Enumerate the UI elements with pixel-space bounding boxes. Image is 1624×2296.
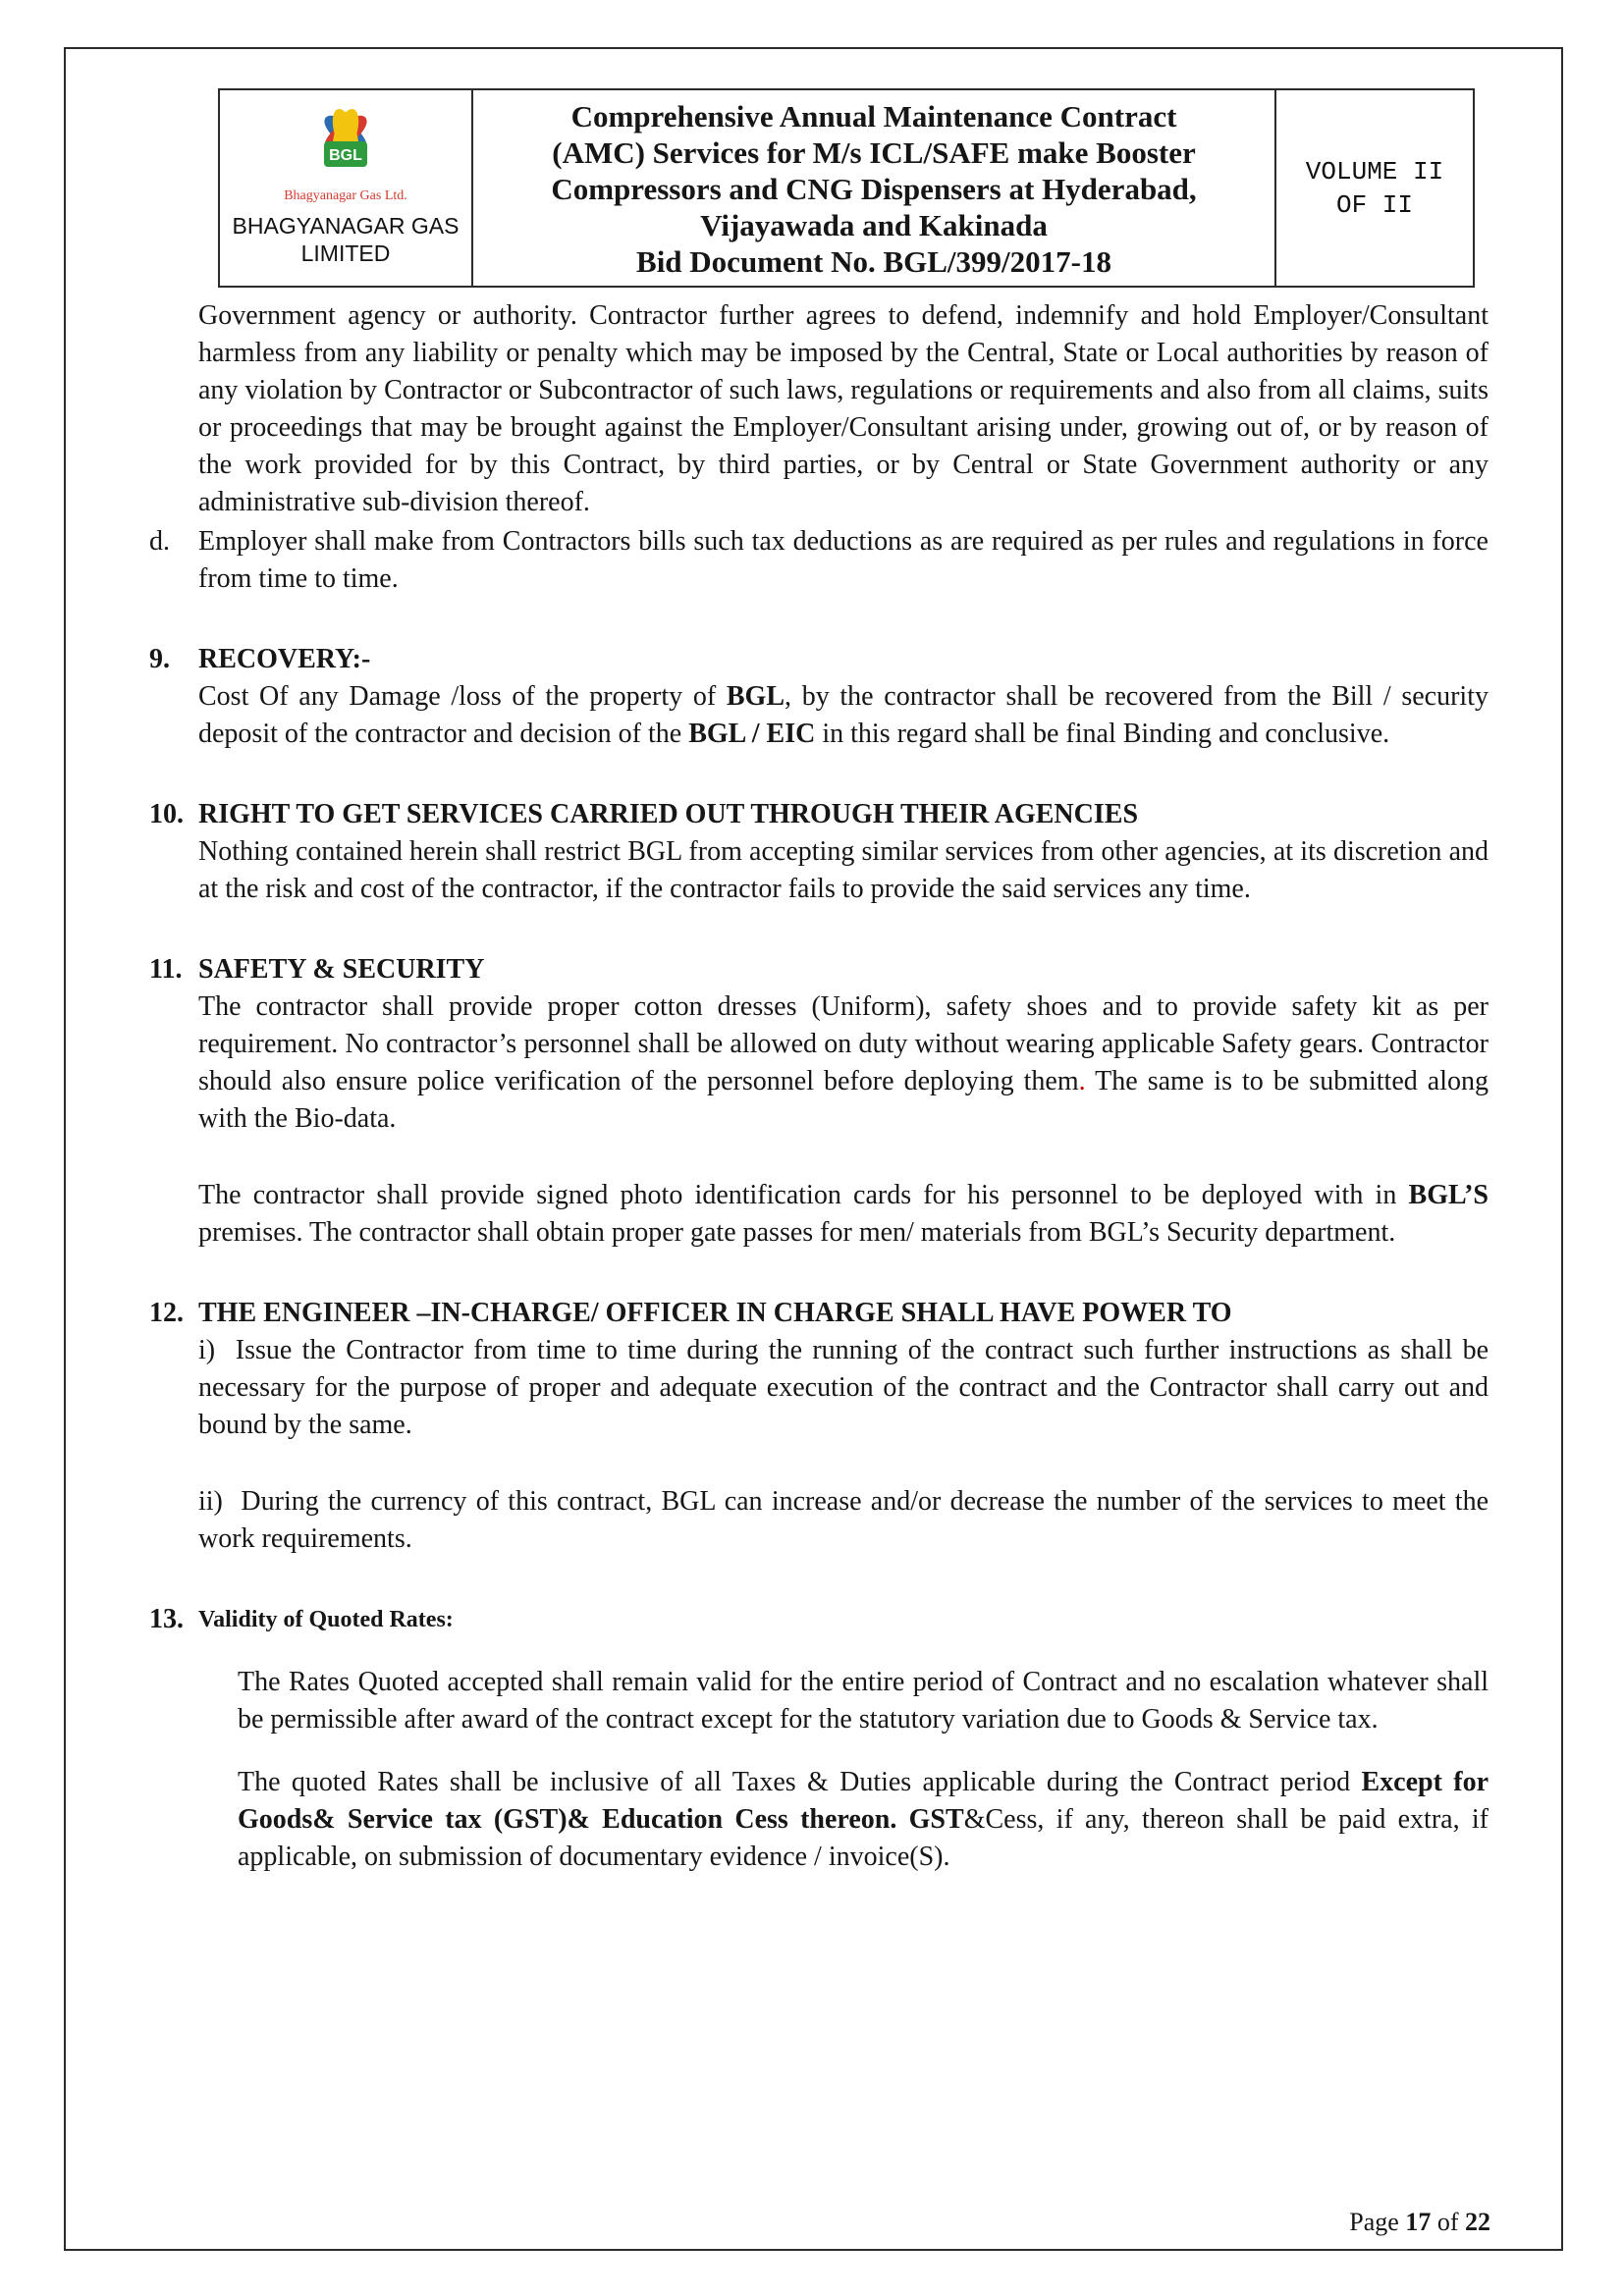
document-header (218, 88, 1475, 288)
document-title-line-3: Compressors and CNG Dispensers at Hyderabad, (551, 172, 1197, 206)
section-12-heading: THE ENGINEER –IN-CHARGE/ OFFICER IN CHARGE SHALL HAVE POWER TO (198, 1298, 1232, 1328)
logo-cell (220, 90, 473, 286)
title-cell (473, 90, 1276, 286)
bold-run: BGL (726, 681, 785, 712)
section-11-paragraph-2 (198, 1177, 1489, 1252)
list-item-d (149, 523, 1489, 598)
document-title-line-2: (AMC) Services for M/s ICL/SAFE make Booster (552, 135, 1196, 170)
section-13-paragraph-1: The Rates Quoted accepted shall remain valid for the entire period of Contract and no escalation whatever shall be permissible after award of the contract except for the statutory variation due to Goods & Service tax. (238, 1667, 1489, 1735)
bold-run: Except for Goods& Service tax (GST)& Education Cess thereon. GST (238, 1767, 1489, 1835)
section-11-safety-security (149, 951, 1489, 1252)
section-9-number: 9. (149, 644, 170, 674)
text-run: The contractor shall provide signed photo identification cards for his personnel to be deployed with in (198, 1180, 1409, 1210)
text-run: The same is to be submitted along with the Bio-data. (198, 1066, 1489, 1134)
footer-page-word: Page (1349, 2208, 1406, 2236)
section-10-number: 10. (149, 799, 184, 829)
logo-acronym: BGL (329, 147, 362, 164)
section-13-number: 13. (149, 1604, 184, 1634)
page-footer (1349, 2208, 1490, 2237)
section-12-engineer-in-charge (149, 1295, 1489, 1558)
footer-page-number: 17 (1405, 2208, 1432, 2236)
logo-subtitle: Bhagyanagar Gas Ltd. (284, 188, 407, 203)
volume-cell (1276, 90, 1473, 286)
section-13-validity-of-rates (149, 1601, 1489, 1876)
text-run: , by the contractor shall be recovered from the Bill / security deposit of the contractor and decision of the (198, 681, 1489, 749)
volume-line-2: OF II (1335, 189, 1413, 220)
document-title-line-1: Comprehensive Annual Maintenance Contract (570, 99, 1177, 133)
text-run: in this regard shall be final Binding and conclusive. (815, 719, 1390, 749)
section-10-right-to-services (149, 796, 1489, 908)
section-9-paragraph (198, 678, 1489, 753)
footer-of-word: of (1431, 2208, 1465, 2236)
bold-run: BGL’S (1408, 1180, 1489, 1210)
section-10-heading: RIGHT TO GET SERVICES CARRIED OUT THROUGH THEIR AGENCIES (198, 799, 1139, 829)
list-item-d-text: Employer shall make from Contractors bills such tax deductions as are required as per rules and regulations in force from time to time. (198, 526, 1489, 594)
bgl-logo-icon (295, 100, 397, 190)
text-run: The quoted Rates shall be inclusive of all Taxes & Duties applicable during the Contract period (238, 1767, 1362, 1797)
company-name: BHAGYANAGAR GAS LIMITED (232, 213, 460, 266)
text-run: Cost Of any Damage /loss of the property of (198, 681, 727, 712)
page-border (64, 47, 1563, 2251)
section-11-paragraph-1 (198, 988, 1489, 1138)
section-12-paragraph-1: i) Issue the Contractor from time to time during the running of the contract such further instructions as shall be necessary for the purpose of proper and adequate execution of the contract and the Contractor shall carry out and bound by the same. (198, 1335, 1489, 1440)
section-12-number: 12. (149, 1298, 184, 1328)
section-9-heading: RECOVERY:- (198, 644, 371, 674)
text-run: The contractor shall provide proper cotton dresses (Uniform), safety shoes and to provide safety kit as per requirement. No contractor’s personnel shall be allowed on duty without wearing applicable Safety gears. Contractor should also ensure police verification of the personnel before deploying them (198, 991, 1489, 1096)
section-12-paragraph-2: ii) During the currency of this contract, BGL can increase and/or decrease the number of the services to meet the work requirements. (198, 1486, 1489, 1554)
document-body (66, 288, 1561, 1876)
section-10-paragraph: Nothing contained herein shall restrict BGL from accepting similar services from other agencies, at its discretion and at the risk and cost of the contractor, if the contractor fails to provide the said services any time. (198, 836, 1489, 904)
document-title-line-4: Vijayawada and Kakinada (700, 208, 1048, 242)
section-11-number: 11. (149, 954, 183, 985)
text-run: &Cess, if any, thereon shall be paid extra, if applicable, on submission of documentary evidence / invoice(S). (238, 1804, 1489, 1872)
volume-line-1: VOLUME II (1305, 156, 1444, 187)
bold-run: BGL / EIC (688, 719, 816, 749)
text-run: premises. The contractor shall obtain proper gate passes for men/ materials from BGL’s Security department. (198, 1217, 1396, 1248)
red-period: . (1078, 1066, 1086, 1096)
list-marker-d: d. (149, 526, 170, 557)
section-13-heading: Validity of Quoted Rates: (198, 1607, 454, 1632)
section-11-heading: SAFETY & SECURITY (198, 954, 485, 985)
bid-document-number: Bid Document No. BGL/399/2017-18 (636, 244, 1111, 279)
continuation-paragraph: Government agency or authority. Contractor further agrees to defend, indemnify and hold Employer/Consultant harmless from any liability or penalty which may be imposed by the Central, State or Local authorities by reason of any violation by Contractor or Subcontractor of such laws, regulations or requirements and also from all claims, suits or proceedings that may be brought against the Employer/Consultant arising under, growing out of, or by reason of the work provided for by this Contract, by third parties, or by Central or State Government authority or any administrative sub-division thereof. (198, 300, 1489, 517)
section-9-recovery (149, 641, 1489, 753)
footer-total-pages: 22 (1465, 2208, 1490, 2236)
section-13-paragraph-2 (238, 1764, 1489, 1876)
